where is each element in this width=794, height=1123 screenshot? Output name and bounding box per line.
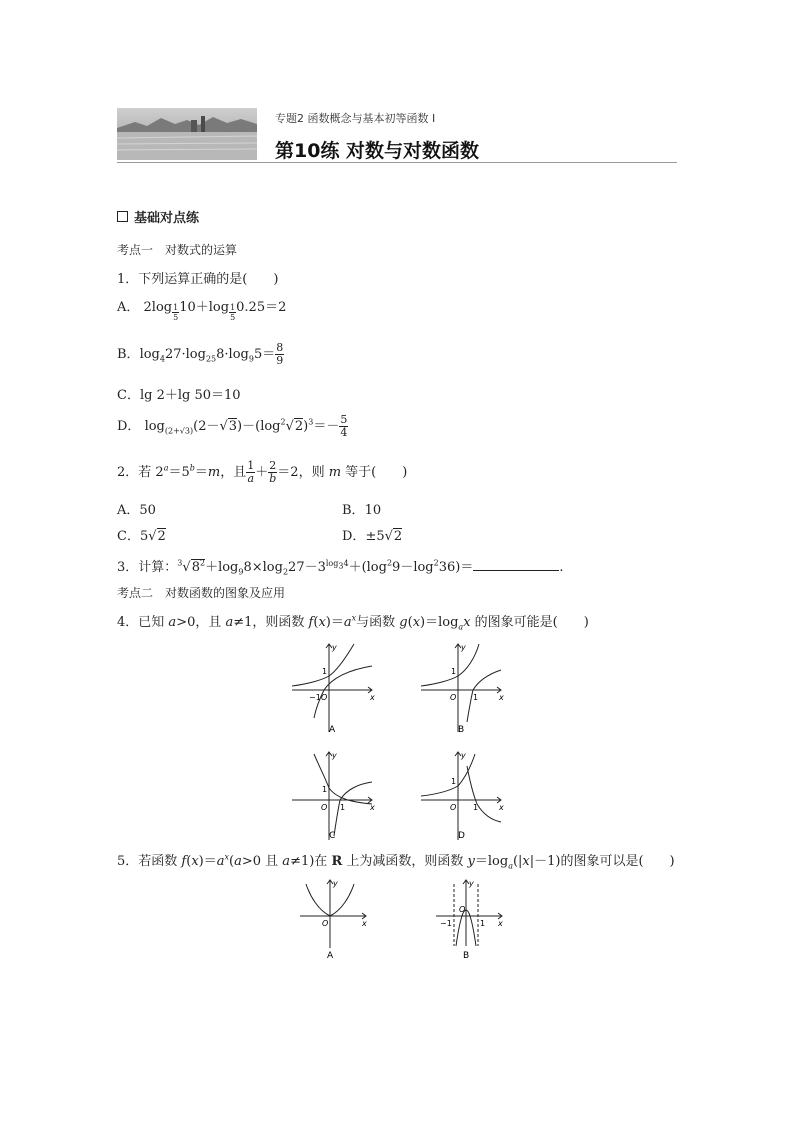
question-4-stem: 4．已知 a>0，且 a≠1，则函数 $f(x)=a^x$与函数 $g(x)=\log_ax$ 的图象可能是( ): [117, 613, 589, 632]
svg-text:O: O: [322, 919, 329, 928]
svg-text:1: 1: [340, 803, 346, 812]
svg-text:x: x: [370, 693, 375, 702]
graph-label: B: [458, 725, 465, 735]
svg-text:O: O: [450, 803, 457, 812]
graph-5a[interactable]: [296, 876, 376, 960]
svg-text:y: y: [332, 643, 337, 652]
graph-4a[interactable]: [288, 640, 378, 736]
svg-text:y: y: [332, 751, 337, 760]
graph-4b[interactable]: [417, 640, 507, 736]
svg-text:O: O: [321, 803, 328, 812]
svg-text:x: x: [499, 693, 504, 702]
section-heading: 基础对点练: [117, 207, 199, 226]
graph-label: D: [458, 831, 465, 841]
svg-text:x: x: [362, 919, 367, 928]
svg-text:1: 1: [473, 693, 479, 702]
question-1-option-b[interactable]: B．$\log_427\cdot\log_{25}8\cdot\log_95=$ $\frac{8}{9}$: [117, 341, 284, 367]
header-banner-image: [117, 108, 257, 160]
svg-text:y: y: [461, 751, 466, 760]
question-2-option-b[interactable]: B．10: [342, 503, 382, 518]
question-2-option-d[interactable]: D．±5√2: [342, 529, 403, 544]
svg-text:1: 1: [322, 785, 328, 794]
svg-text:y: y: [461, 643, 466, 652]
svg-text:x: x: [498, 919, 503, 928]
graph-4d[interactable]: [417, 748, 507, 844]
graph-4c[interactable]: [288, 748, 378, 844]
question-1-option-c[interactable]: C．lg 2＋lg 50＝10: [117, 388, 241, 403]
page-title: 第10练 对数与对数函数: [275, 140, 480, 162]
svg-text:x: x: [370, 803, 375, 812]
svg-text:−1: −1: [440, 919, 452, 928]
topic-heading-1: 考点一 对数式的运算: [117, 243, 238, 257]
question-1-option-a[interactable]: A． 2log $\frac{1}{5}$ 10＋log $\frac{1}{5}$ 0.25＝2: [117, 300, 287, 322]
svg-text:y: y: [469, 879, 474, 888]
header-divider: [117, 162, 677, 163]
question-1-stem: 1．下列运算正确的是( ): [117, 272, 279, 287]
question-2-stem: 2．若 $2^a=5^b=m$，且 $\frac{1}{a}$ ＋ $\frac{2}{b}$ ＝2，则 m 等于( ): [117, 459, 408, 485]
svg-text:−1: −1: [309, 693, 321, 702]
svg-text:O: O: [459, 905, 466, 914]
question-2-option-c[interactable]: C．5√2: [117, 529, 166, 544]
topic-heading-2: 考点二 对数函数的图象及应用: [117, 586, 286, 600]
svg-text:1: 1: [322, 667, 328, 676]
answer-blank[interactable]: [473, 558, 559, 571]
series-subtitle: 专题2 函数概念与基本初等函数 I: [275, 112, 436, 125]
question-1-option-d[interactable]: D． $\log_{(2+√3)}(2-√3)-(\log^2√2)^3=-$ $\frac{5}{4}$: [117, 413, 348, 439]
graph-label: A: [329, 725, 336, 735]
svg-text:1: 1: [480, 919, 486, 928]
graph-label: A: [327, 951, 334, 960]
graph-label: C: [329, 831, 336, 841]
checkbox-square-icon: [117, 211, 128, 222]
svg-text:O: O: [321, 693, 328, 702]
svg-text:1: 1: [451, 667, 457, 676]
svg-text:1: 1: [451, 777, 457, 786]
svg-text:1: 1: [473, 803, 479, 812]
question-2-option-a[interactable]: A．50: [117, 503, 156, 518]
svg-text:O: O: [450, 693, 457, 702]
svg-text:y: y: [333, 879, 338, 888]
question-3-stem: 3．计算：$^3√8^2+\log_98\times\log_227-3^{log_34}+(\log^29-\log^236)=$ .: [117, 558, 564, 577]
question-5-stem: 5．若函数 $f(x)=a^x(a>0$ 且 a≠1)在 R 上为减函数，则函数 $y=\log_a(|x|-1)$的图象可以是( ): [117, 852, 675, 871]
graph-5b[interactable]: [432, 876, 512, 960]
svg-text:x: x: [499, 803, 504, 812]
graph-label: B: [463, 951, 470, 960]
